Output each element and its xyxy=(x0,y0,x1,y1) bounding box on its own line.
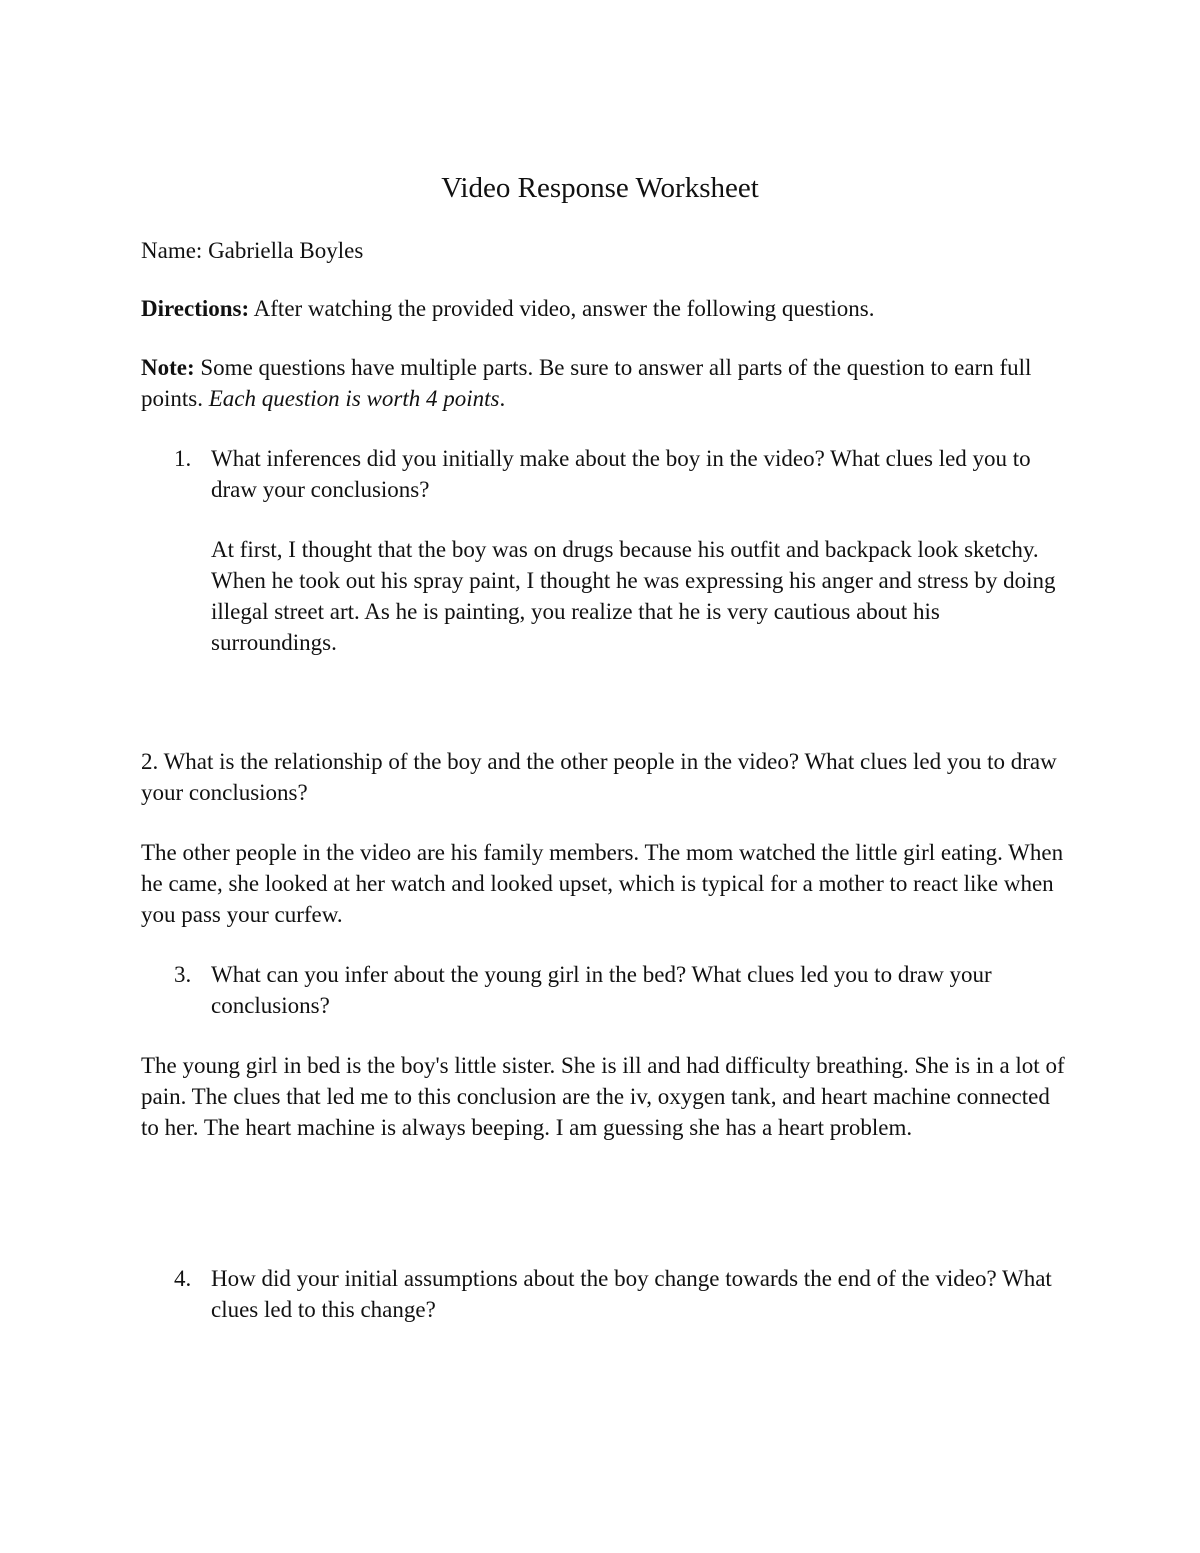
question-3: What can you infer about the young girl in the bed? What clues led you to draw your conclusions? xyxy=(211,962,992,1018)
answer-3: The young girl in bed is the boy's little sister. She is ill and had difficulty breathing. She is in a lot of pain. The clues that led me to this conclusion are the iv, oxygen tank, and heart machine connected to her. The heart machine is always beeping. I am guessing she has a heart problem. xyxy=(141,1053,1065,1140)
student-name: Gabriella Boyles xyxy=(208,238,364,263)
name-line xyxy=(141,235,1071,266)
question-4-number: 4. xyxy=(174,1266,192,1291)
question-1-number: 1. xyxy=(174,446,192,471)
question-2-text: What is the relationship of the boy and the other people in the video? What clues led you to draw your conclusions? xyxy=(141,749,1057,805)
note-text: Some questions have multiple parts. Be sure to answer all parts of the question to earn full points. xyxy=(141,355,1032,411)
note-label: Note: xyxy=(141,355,195,380)
question-4: How did your initial assumptions about the boy change towards the end of the video? What clues led to this change? xyxy=(211,1266,1052,1322)
question-1: What inferences did you initially make about the boy in the video? What clues led you to draw your conclusions? xyxy=(211,446,1031,502)
question-2-number: 2. xyxy=(141,749,159,774)
page-title: Video Response Worksheet xyxy=(441,172,759,204)
directions xyxy=(141,293,1071,324)
question-2 xyxy=(141,746,1071,808)
note: Note: Some questions have multiple parts. Be sure to answer all parts of the question to earn full points. Each question is worth 4 points. xyxy=(141,355,1032,411)
answer-1: At first, I thought that the boy was on drugs because his outfit and backpack look sketchy. When he took out his spray paint, I thought he was expressing his anger and stress by doing illegal street art. As he is painting, you realize that he is very cautious about his surroundings. xyxy=(211,537,1056,655)
directions-text: After watching the provided video, answer the following questions. xyxy=(253,296,875,321)
question-3-number: 3. xyxy=(174,962,192,987)
name-label: Name: xyxy=(141,238,203,263)
directions-label: Directions: xyxy=(141,296,250,321)
note-points: Each question is worth 4 points xyxy=(208,386,500,411)
answer-2: The other people in the video are his family members. The mom watched the little girl eating. When he came, she looked at her watch and looked upset, which is typical for a mother to react like when you pass your curfew. xyxy=(141,840,1064,927)
